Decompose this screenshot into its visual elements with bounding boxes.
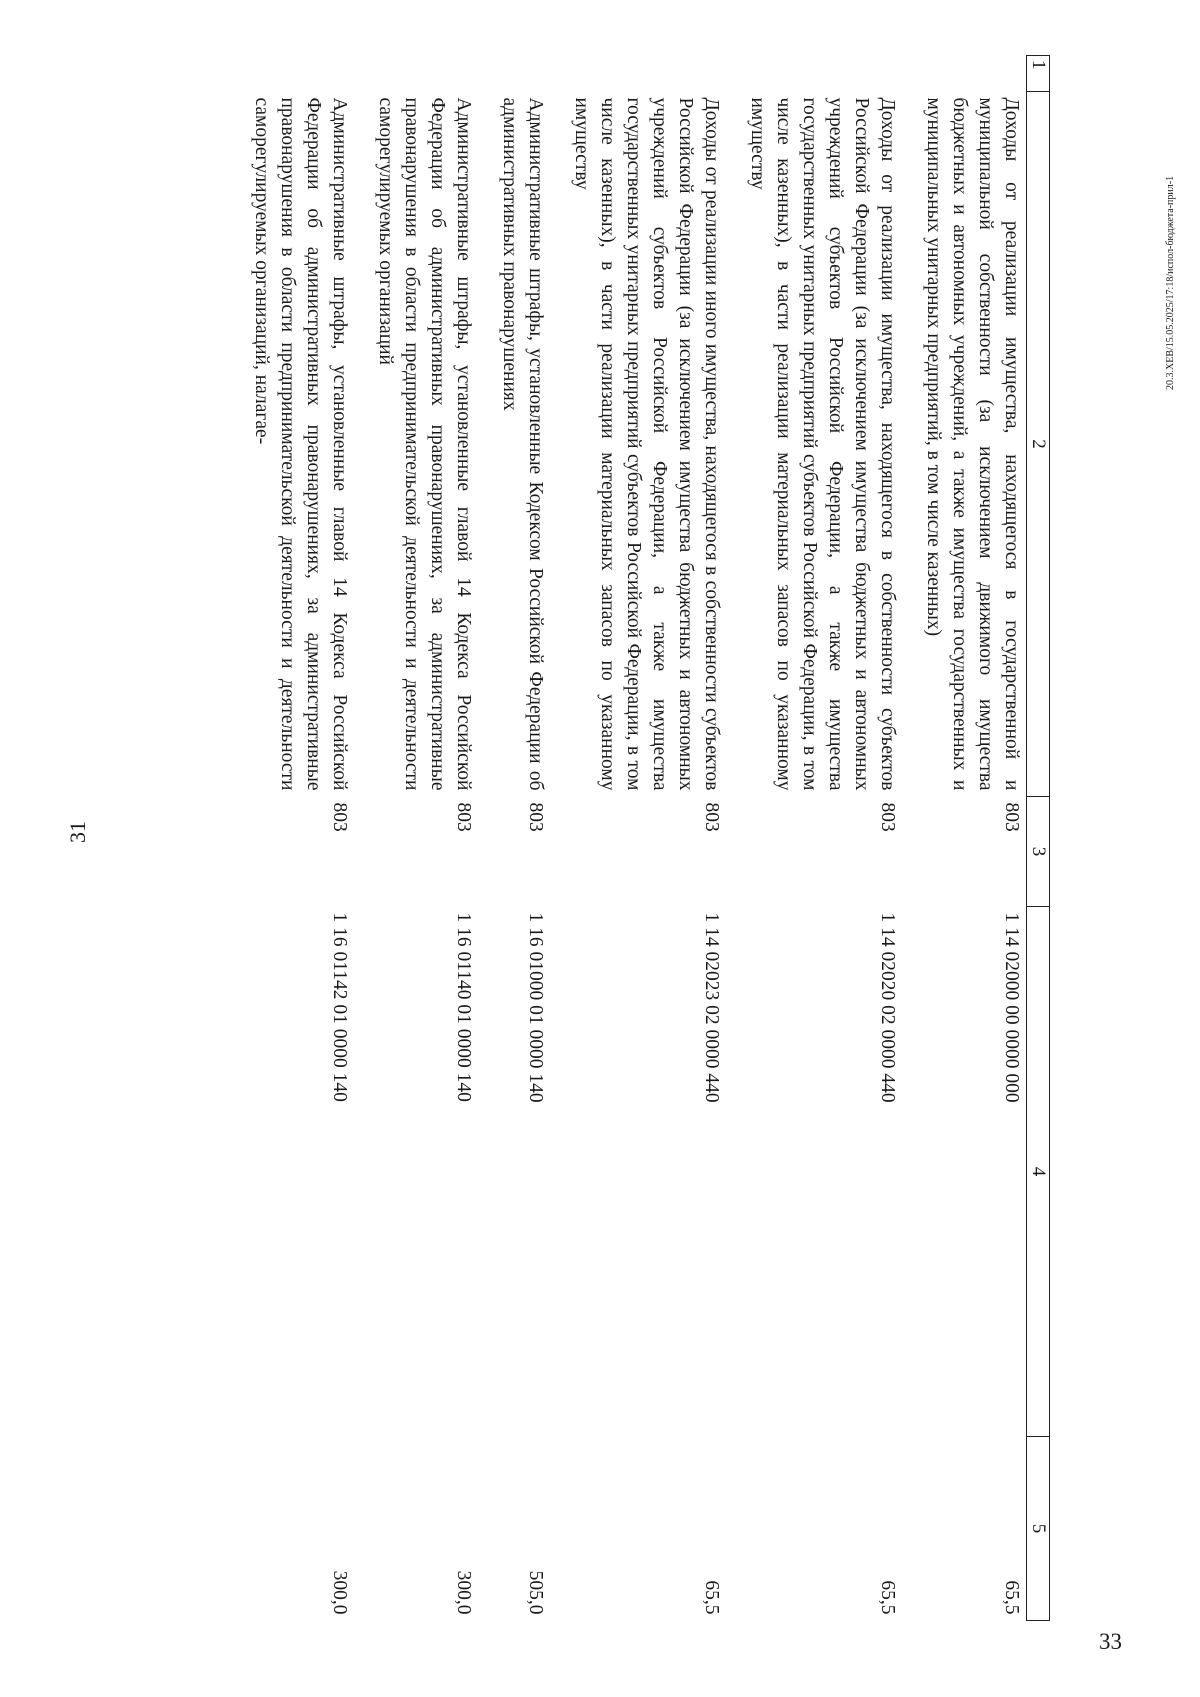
budget-code-cell: 1 16 01142 01 0000 140: [329, 912, 350, 1102]
admin-code-cell: 803: [701, 802, 722, 832]
description-cell: Доходы от реализации имущества, находящегося в собственности субъектов Российской Федерации (за исключением имущества бюджетных и автономных учреждений субъектов Российской Федерации, а также имущества государственных унитарных предприятий субъектов Российской Федерации, в том числе казенных), в части реализации материальных запасов по указанному имуществу: [747, 97, 898, 791]
admin-code-cell: 803: [453, 802, 474, 832]
table-row: [230, 56, 354, 1621]
amount-cell: 65,5: [701, 1580, 722, 1615]
amount-cell: 65,5: [877, 1580, 898, 1615]
row-index-cell: [902, 56, 1027, 92]
column-header-4: 4: [1027, 907, 1050, 1437]
description-cell: Административные штрафы, установленные Кодексом Российской Федерации об административных правонарушениях: [499, 97, 546, 791]
column-header-3: 3: [1027, 797, 1050, 907]
description-cell: Административные штрафы, установленные главой 14 Кодекса Российской Федерации об административных правонарушениях, за административные правонарушения в области предпринимательской деятельности и деятельности саморегулируемых организаций: [375, 97, 474, 791]
revenue-table: [230, 55, 1050, 1621]
budget-code-cell: 1 16 01000 01 0000 140: [525, 912, 546, 1103]
admin-code-cell: 803: [877, 802, 898, 832]
row-index-cell: [478, 56, 550, 92]
budget-code-cell: 1 14 02020 02 0000 440: [877, 912, 898, 1103]
page-number-top: 31: [65, 821, 90, 843]
amount-cell: 505,0: [525, 1570, 546, 1615]
document-footer-code: 20.3.XEB/15.05.2025/17:18/испол-бюджета-прил-1: [1165, 175, 1176, 390]
amount-cell: 300,0: [453, 1570, 474, 1615]
table-row: [550, 56, 726, 1621]
admin-code-cell: 803: [329, 802, 350, 832]
amount-cell: 300,0: [329, 1570, 350, 1615]
admin-code-cell: 803: [1001, 802, 1022, 832]
description-cell: Доходы от реализации иного имущества, находящегося в собственности субъектов Российской Федерации (за исключением имущества бюджетных и автономных учреждений субъектов Российской Федерации, а также имущества государственных унитарных предприятий субъектов Российской Федерации, в том числе казенных), в части реализации материальных запасов по указанному имуществу: [571, 97, 722, 791]
budget-code-cell: 1 14 02000 00 0000 000: [1001, 912, 1022, 1103]
row-index-cell: [354, 56, 478, 92]
budget-code-cell: 1 14 02023 02 0000 440: [701, 912, 722, 1103]
row-index-cell: [550, 56, 726, 92]
revenue-table-rotated: [170, 55, 1050, 1620]
column-header-1: 1: [1027, 56, 1050, 92]
column-header-2: 2: [1027, 92, 1050, 797]
table-row: [902, 56, 1027, 1621]
column-header-5: 5: [1027, 1437, 1050, 1621]
table-row: [354, 56, 478, 1621]
page-number-bottom: 33: [1099, 1629, 1122, 1654]
row-index-cell: [230, 56, 354, 92]
row-index-cell: [726, 56, 902, 92]
budget-code-cell: 1 16 01140 01 0000 140: [453, 912, 474, 1102]
description-cell: Административные штрафы, установленные главой 14 Кодекса Российской Федерации об административных правонарушениях, за административные правонарушения в области предпринимательской деятельности и деятельности саморегулируемых организаций, налагае-: [251, 97, 350, 791]
description-cell: Доходы от реализации имущества, находящегося в государственной и муниципальной собственности (за исключением движимого имущества бюджетных и автономных учреждений, а также имущества государственных и муниципальных унитарных предприятий, в том числе казенных): [923, 97, 1022, 791]
admin-code-cell: 803: [525, 802, 546, 832]
table-header-row: [1027, 56, 1050, 1621]
table-row: [478, 56, 550, 1621]
table-row: [726, 56, 902, 1621]
amount-cell: 65,5: [1001, 1580, 1022, 1615]
